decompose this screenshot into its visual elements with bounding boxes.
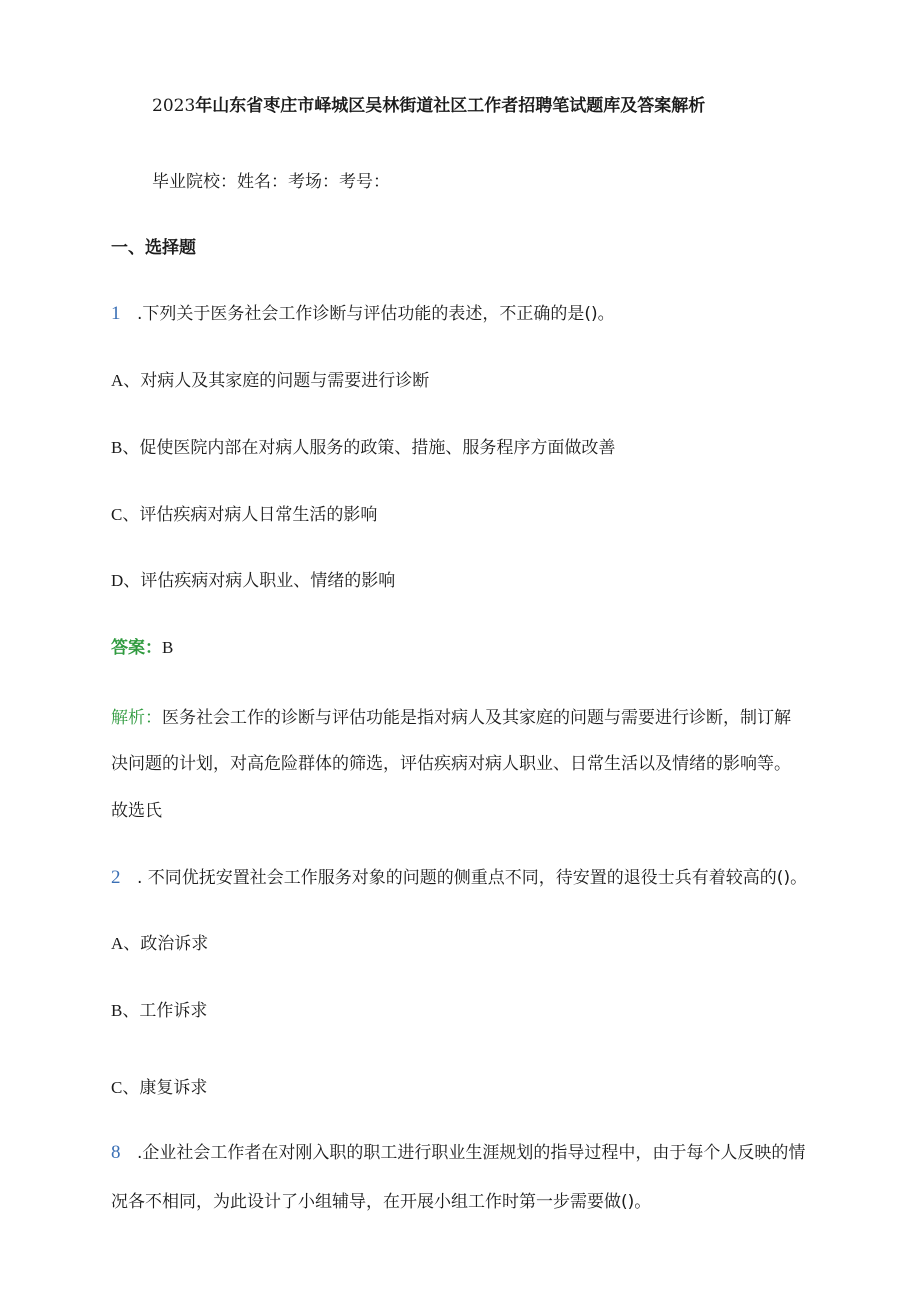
answer-label: 答案： xyxy=(111,638,162,658)
option-text: 工作诉求 xyxy=(139,1001,208,1021)
option-letter: C xyxy=(111,1078,123,1097)
option-separator: 、 xyxy=(123,371,141,391)
option-text: 评估疾病对病人日常生活的影响 xyxy=(139,505,378,525)
option-text: 评估疾病对病人职业、情绪的影响 xyxy=(140,571,396,591)
option-b xyxy=(111,999,207,1023)
option-a xyxy=(111,932,208,956)
question-text: . 不同优抚安置社会工作服务对象的问题的侧重点不同，待安置的退役士兵有着较高的()。 xyxy=(137,868,808,888)
option-separator: 、 xyxy=(122,438,140,458)
question-text: .下列关于医务社会工作诊断与评估功能的表述，不正确的是()。 xyxy=(137,304,615,324)
option-d xyxy=(111,569,395,593)
answer-line xyxy=(111,636,173,660)
document-title xyxy=(152,94,705,118)
option-separator: 、 xyxy=(123,934,141,954)
question-number: 8 xyxy=(111,1142,121,1163)
title-year: 2023 xyxy=(152,96,196,116)
answer-value: B xyxy=(162,638,174,657)
section-heading: 一、选择题 xyxy=(111,238,196,258)
analysis-text: 医务社会工作的诊断与评估功能是指对病人及其家庭的问题与需要进行诊断，制订解 xyxy=(162,708,791,728)
question-text: .企业社会工作者在对刚入职的职工进行职业生涯规划的指导过程中，由于每个人反映的情 xyxy=(137,1143,806,1163)
question-1 xyxy=(111,302,615,326)
option-b xyxy=(111,436,615,460)
analysis-label: 解析： xyxy=(111,708,162,728)
question-3-line-2: 况各不相同，为此设计了小组辅导，在开展小组工作时第一步需要做()。 xyxy=(111,1192,652,1212)
option-text: 康复诉求 xyxy=(139,1078,208,1098)
analysis-line-3: 故选氏 xyxy=(111,801,162,821)
option-letter: A xyxy=(111,934,124,953)
option-separator: 、 xyxy=(123,571,141,591)
option-text: 促使医院内部在对病人服务的政策、措施、服务程序方面做改善 xyxy=(139,438,616,458)
option-text: 政治诉求 xyxy=(140,934,209,954)
title-text: 年山东省枣庄市峄城区吴林街道社区工作者招聘笔试题库及答案解析 xyxy=(195,96,706,116)
question-number: 2 xyxy=(111,867,121,888)
option-letter: B xyxy=(111,438,123,457)
option-letter: C xyxy=(111,505,123,524)
question-3 xyxy=(111,1141,805,1165)
question-number: 1 xyxy=(111,303,121,324)
option-c xyxy=(111,503,377,527)
option-separator: 、 xyxy=(122,1001,140,1021)
option-letter: A xyxy=(111,371,124,390)
candidate-info-line: 毕业院校：姓名：考场：考号： xyxy=(152,172,390,192)
option-a xyxy=(111,369,429,393)
option-c xyxy=(111,1076,207,1100)
option-letter: D xyxy=(111,571,124,590)
option-letter: B xyxy=(111,1001,123,1020)
question-2 xyxy=(111,866,807,890)
option-text: 对病人及其家庭的问题与需要进行诊断 xyxy=(140,371,430,391)
option-separator: 、 xyxy=(122,1078,140,1098)
option-separator: 、 xyxy=(122,505,140,525)
analysis-line-1 xyxy=(111,706,791,730)
analysis-line-2: 决问题的计划，对高危险群体的筛选，评估疾病对病人职业、日常生活以及情绪的影响等。 xyxy=(111,754,791,774)
